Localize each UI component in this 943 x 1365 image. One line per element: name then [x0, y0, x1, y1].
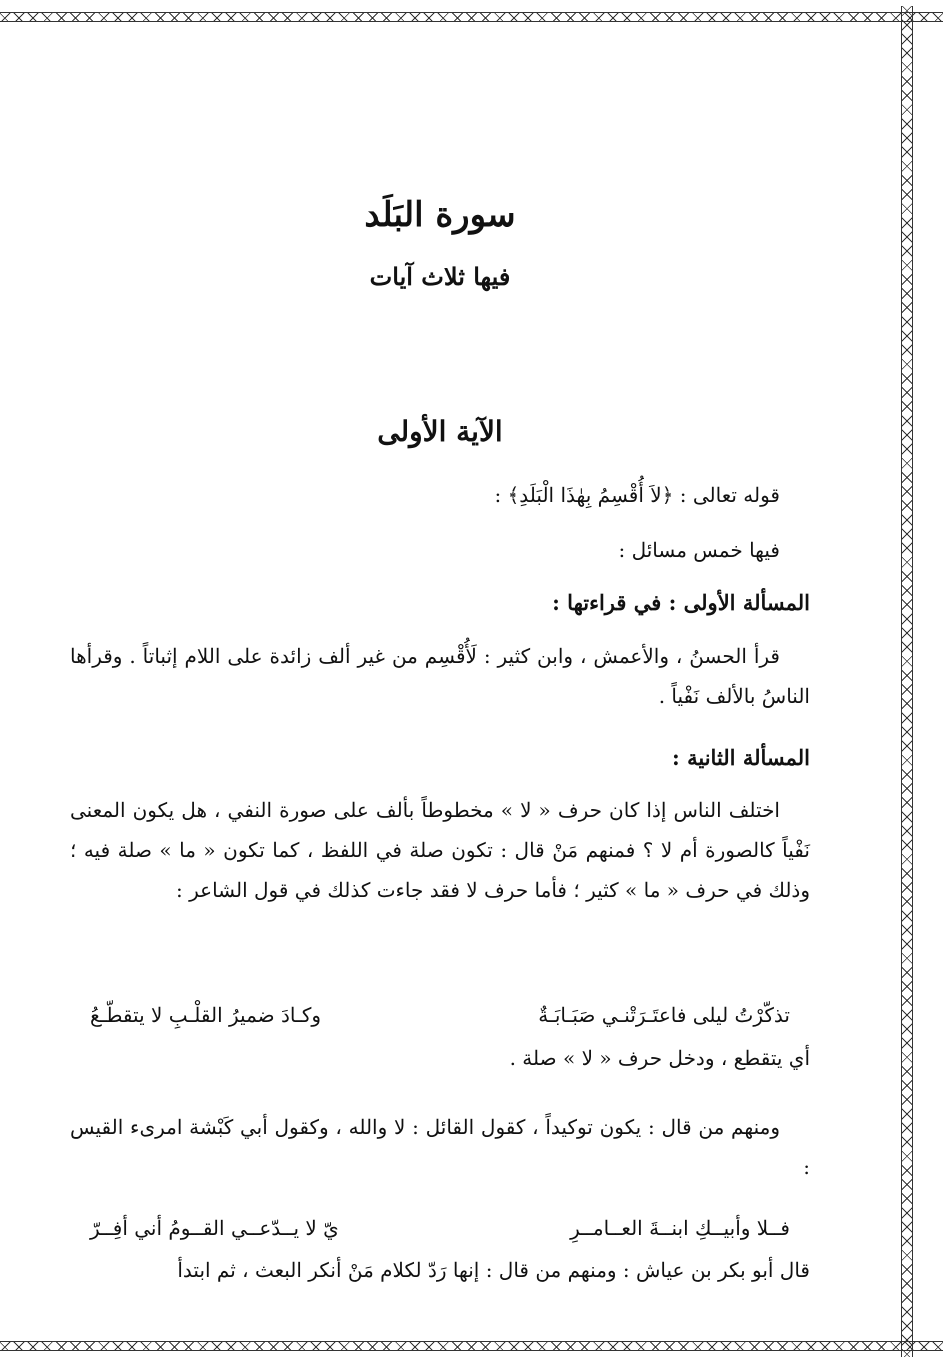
- verse-1-first-hemistich: تذكّرْتُ ليلى فاعتَـرَتْنـي صَبَـابَـةٌ: [538, 1003, 790, 1027]
- surah-subtitle: فيها ثلاث آيات: [369, 262, 511, 291]
- issues-count-line: فيها خمس مسائل :: [618, 538, 780, 562]
- verse-2: [90, 1208, 790, 1248]
- emphasis-paragraph: ومنهم من قال : يكون توكيداً ، كقول القائل : لا والله ، وكقول أبي كَبْشة امرىء القيس :: [70, 1115, 810, 1179]
- quote-line: قوله تعالى : ﴿لاَ أُقْسِمُ بِهٰذَا الْبَلَدِ﴾ :: [494, 483, 780, 507]
- verse-1-note: أي يتقطع ، ودخل حرف « لا » صلة .: [509, 1046, 810, 1070]
- issue-2-heading: المسألة الثانية :: [672, 745, 810, 770]
- decorative-border-bottom: [0, 1335, 943, 1357]
- issue-1-text: قرأ الحسنُ ، والأعمش ، وابن كثير : لَأُقْسِم من غير ألف زائدة على اللام إثباتاً . وقرأها الناسُ بالألف نَفْياً .: [70, 644, 810, 708]
- decorative-border-right: [896, 6, 918, 1357]
- issue-1-heading: المسألة الأولى : في قراءتها :: [552, 590, 810, 615]
- last-line: قال أبو بكر بن عياش : ومنهم من قال : إنها رَدّ لكلام مَنْ أنكر البعث ، ثم ابتدأ: [177, 1258, 810, 1282]
- verse-1-second-hemistich: وكـادَ ضميرُ القلْـبِ لا يتقطّـعُ: [90, 1003, 322, 1027]
- issue-2-text: اختلف الناس إذا كان حرف « لا » مخطوطاً بألف على صورة النفي ، هل يكون المعنى نَفْياً كالصورة أم لا ؟ فمنهم مَنْ قال : تكون صلة في اللفظ ، كما تكون « ما » صلة فيه ؛ وذلك في حرف « ما » كثير ؛ فأما حرف لا فقد جاءت كذلك في قول الشاعر :: [70, 798, 810, 902]
- surah-title: سورة البَلَد: [364, 195, 516, 235]
- verse-1: [90, 995, 790, 1035]
- ayah-heading: الآية الأولى: [377, 415, 503, 448]
- verse-2-second-hemistich: يّ لا يــدّعــي القــومُ أني أفِــرّ: [90, 1216, 339, 1240]
- verse-2-first-hemistich: فــلا وأبيــكِ ابنــةَ العــامــرِ: [570, 1216, 790, 1240]
- page-content: [70, 0, 810, 1330]
